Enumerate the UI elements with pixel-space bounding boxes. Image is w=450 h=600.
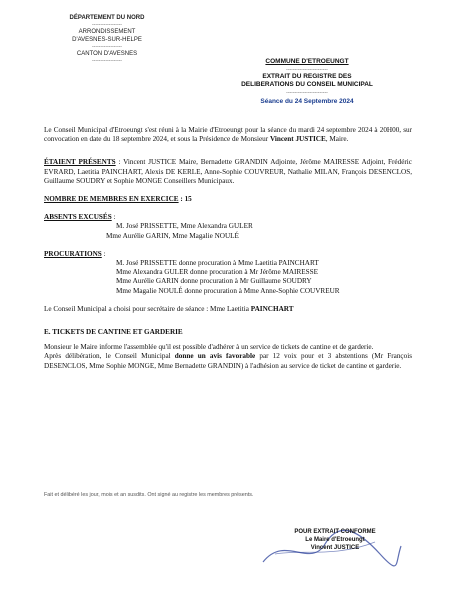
absents-suffix: : — [111, 213, 116, 222]
absents-line: M. José PRISSETTE, Mme Alexandra GULER — [116, 222, 253, 231]
section-text-end: par 12 voix pour et 3 abstentions (Mr François DESENCLOS, Mme Sophie MONGE, Mme Bernadette GRANDIN) à l'adhésion au service de ticket de cantine et garderie. — [44, 352, 413, 370]
signature-name: Vincent JUSTICE — [310, 545, 360, 551]
footnote: Fait et délibéré les jour, mois et an susdits. Ont signé au registre les membres présents. — [44, 492, 254, 498]
arrondissement-name: D'AVESNES-SUR-HELPE — [72, 37, 142, 43]
canton-label: CANTON D'AVESNES — [76, 51, 138, 57]
intro-paragraph — [44, 126, 412, 144]
procuration-line: Mme Alexandra GULER donne procuration à Mr Jérôme MAIRESSE — [116, 268, 319, 277]
header-left — [52, 14, 162, 64]
decision-text: donne un avis favorable — [174, 352, 256, 361]
separator: ------------------ — [92, 58, 122, 64]
section-paragraph-2 — [44, 352, 412, 370]
intro-text-end: , Maire. — [325, 135, 349, 144]
absents-line: Mme Aurélie GARIN, Mme Magalie NOULÉ — [106, 231, 239, 240]
members-paragraph — [44, 195, 412, 204]
signature-block — [270, 528, 400, 552]
secretary-text: Le Conseil Municipal a choisi pour secrétaire de séance : Mme Laetitia — [44, 304, 251, 313]
section-title: E. TICKETS DE CANTINE ET GARDERIE — [44, 328, 183, 337]
secretary-name: PAINCHART — [250, 304, 294, 313]
presents-label: ÉTAIENT PRÉSENTS — [44, 158, 116, 167]
procurations-suffix: : — [101, 249, 106, 258]
secretary-paragraph — [44, 305, 412, 314]
procurations-paragraph — [44, 250, 412, 259]
arrondissement-label: ARRONDISSEMENT — [78, 29, 136, 35]
members-count: : 15 — [178, 195, 192, 204]
extract-title-line2: DELIBERATIONS DU CONSEIL MUNICIPAL — [241, 81, 373, 88]
commune-title: COMMUNE D'ETROEUNGT — [265, 58, 349, 65]
department-label: DÉPARTEMENT DU NORD — [69, 15, 145, 21]
signature-line: Le Maire d'Etroeungt — [305, 537, 365, 543]
separator: ------------------ — [92, 44, 122, 50]
procurations-label: PROCURATIONS — [44, 249, 102, 258]
presents-text: : Vincent JUSTICE Maire, Bernadette GRANDIN Adjointe, Jérôme MAIRESSE Adjoint, Frédéric EVRARD, Laetitia PAINCHART, Alexis DE KERLE, Anne-Sophie COUVREUR, Nathalie MILAN, François DESENCLOS, Guillaume SOUDRY et Sophie MONGE Conseillers Municipaux. — [44, 158, 412, 185]
section-text: Après délibération, le Conseil Municipal — [44, 352, 175, 361]
president-name: Vincent JUSTICE — [269, 135, 326, 144]
procuration-line: Mme Aurélie GARIN donne procuration à Mr Guillaume SOUDRY — [116, 277, 312, 286]
header-right — [232, 58, 382, 106]
procuration-line: M. José PRISSETTE donne procuration à Mme Laetitia PAINCHART — [116, 259, 319, 268]
separator: ------------------------- — [286, 66, 328, 73]
signature-line: POUR EXTRAIT CONFORME — [294, 529, 376, 535]
document-body — [44, 126, 412, 371]
absents-label: ABSENTS EXCUSÉS — [44, 213, 112, 222]
extract-title-line1: EXTRAIT DU REGISTRE DES — [262, 72, 352, 80]
section-paragraph-1: Monsieur le Maire informe l'assemblée qu'il est possible d'adhérer à un service de tickets de cantine et de garderie. — [44, 343, 374, 352]
separator: ------------------------- — [286, 89, 328, 96]
presents-paragraph — [44, 158, 412, 186]
members-label: NOMBRE DE MEMBRES EN EXERCICE — [44, 195, 179, 204]
absents-paragraph — [44, 213, 412, 222]
session-date: Séance du 24 Septembre 2024 — [260, 97, 354, 105]
intro-text: Le Conseil Municipal d'Etroeungt s'est réuni à la Mairie d'Etroeungt pour la séance du mardi 24 septembre 2024 à 20H00, sur convocation en date du 18 septembre 2024, et sous la Présidence de Monsieur — [44, 126, 412, 144]
separator: ------------------ — [92, 22, 122, 28]
procuration-line: Mme Magalie NOULÉ donne procuration à Mme Anne-Sophie COUVREUR — [116, 286, 340, 295]
